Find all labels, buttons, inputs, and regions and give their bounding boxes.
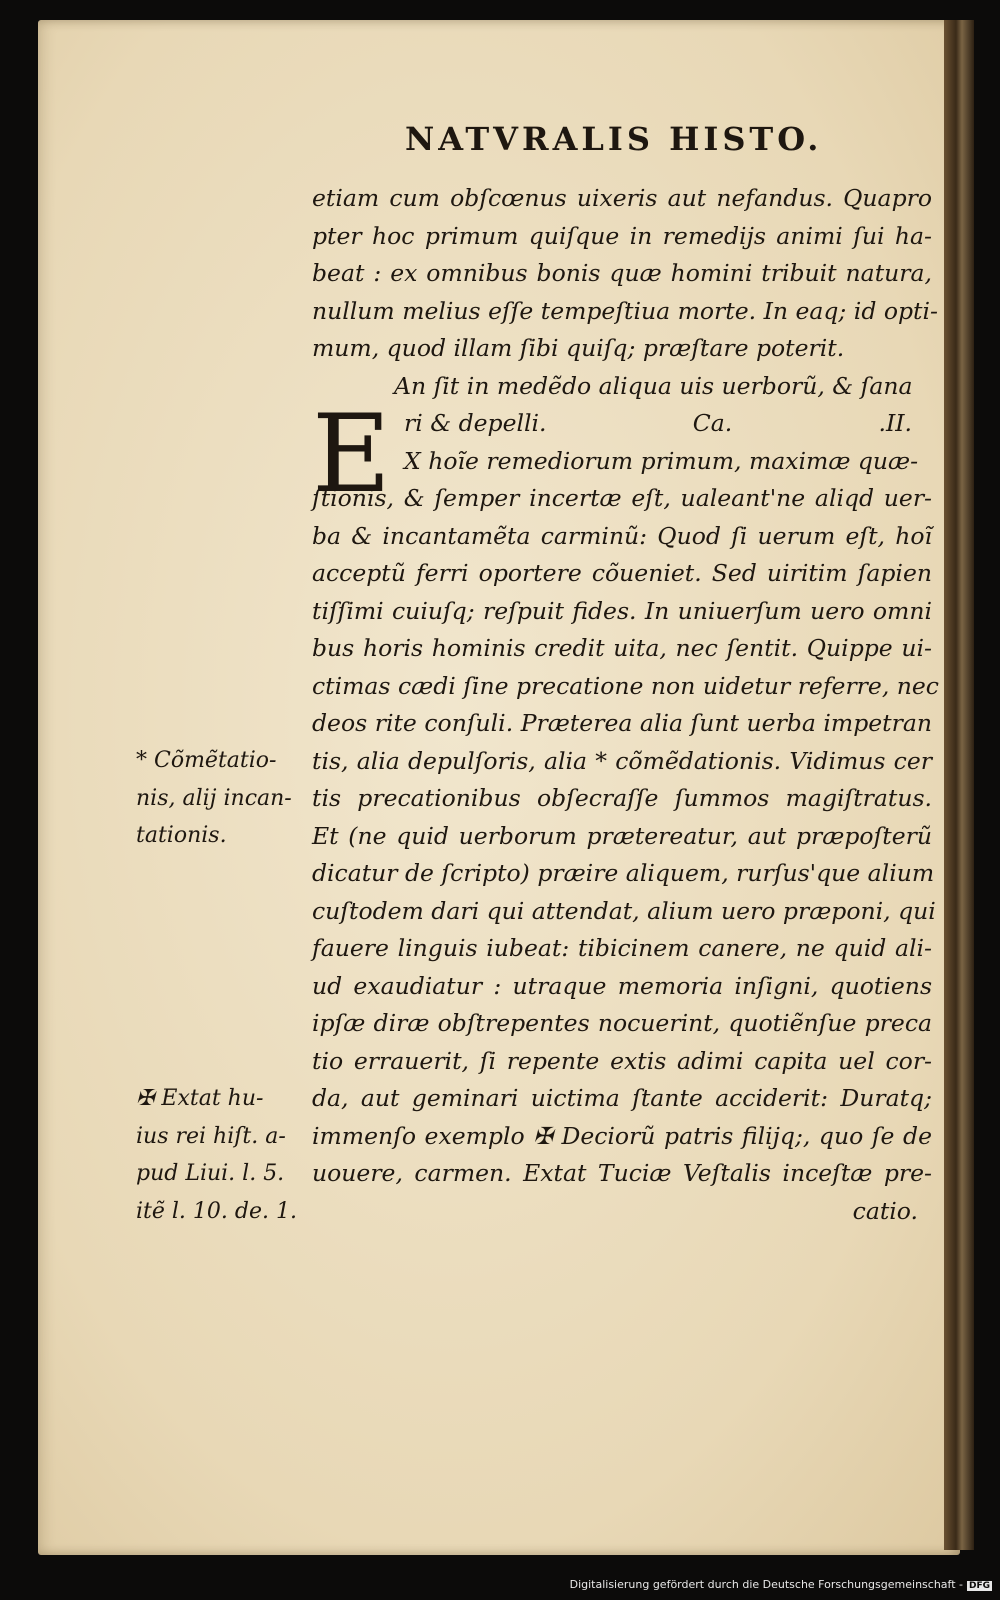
text-line: ba & incantamẽta carminũ: Quod ſi uerum eſt, hoĩ bbox=[312, 521, 932, 550]
text-line: cuſtodem dari qui attendat, alium uero præponi, qui bbox=[312, 896, 936, 925]
footer-credit-text: Digitalisierung gefördert durch die Deutsche Forschungsgemeinschaft - bbox=[569, 1578, 963, 1591]
chapter-heading-text: ri & depelli. bbox=[404, 409, 547, 437]
page-edge bbox=[944, 20, 974, 1550]
marginal-note-2 bbox=[136, 1080, 306, 1230]
text-line: immenſo exemplo ✠ Deciorũ patris filijq;, quo ſe de bbox=[312, 1121, 932, 1150]
drop-cap-initial: E bbox=[312, 392, 391, 517]
text-line: dicatur de ſcripto) præire aliquem, rurſus'que alium bbox=[312, 859, 935, 887]
text-line: acceptũ ferri oportere cõueniet. Sed uiritim ſapien bbox=[312, 559, 932, 587]
chapter-heading-line-1: An ſit in medẽdo aliqua uis uerborũ, & ſana bbox=[394, 371, 913, 400]
marginal-line: ✠ Extat hu- bbox=[136, 1086, 264, 1111]
text-line: X hoĩe remediorum primum, maximæ quæ- bbox=[404, 446, 919, 475]
text-line: deos rite conſuli. Præterea alia ſunt uerba impetran bbox=[312, 709, 932, 737]
text-line: beat : ex omnibus bonis quæ homini tribuit natura, bbox=[312, 259, 932, 287]
marginal-line: * Cõmẽtatio- bbox=[136, 748, 277, 773]
text-line: uouere, carmen. Extat Tuciæ Veſtalis inceſtæ pre- bbox=[312, 1159, 932, 1187]
footer-credit bbox=[570, 1578, 992, 1591]
text-line: pter hoc primum quiſque in remedijs animi ſui ha- bbox=[312, 221, 932, 250]
text-line: etiam cum obſcœnus uixeris aut nefandus. Quapro bbox=[312, 184, 932, 212]
text-line: fauere linguis iubeat: tibicinem canere, ne quid ali- bbox=[312, 934, 932, 962]
text-line-catchword: catio. bbox=[852, 1196, 918, 1225]
chapter-label: Ca. bbox=[692, 409, 733, 437]
dfg-logo: DFG bbox=[968, 1581, 990, 1591]
chapter-number: .II. bbox=[878, 409, 912, 437]
text-line: da, aut geminari uictima ſtante acciderit: Duratq; bbox=[312, 1084, 932, 1112]
text-line: ipſæ diræ obſtrepentes nocuerint, quotiẽnſue preca bbox=[312, 1009, 932, 1037]
text-line: mum, quod illam ſibi quiſq; præſtare poterit. bbox=[312, 334, 845, 362]
text-line: Et (ne quid uerborum prætereatur, aut præpoſterũ bbox=[312, 821, 932, 850]
marginal-note-1 bbox=[136, 742, 306, 855]
text-line: ud exaudiatur : utraque memoria inſigni, quotiens bbox=[312, 971, 932, 1000]
marginal-line: ius rei hiſt. a- bbox=[136, 1123, 286, 1149]
text-line: nullum melius eſſe tempeſtiua morte. In eaq; id opti- bbox=[312, 296, 938, 325]
running-head: NATVRALIS HISTO. bbox=[405, 120, 823, 158]
text-line: bus horis hominis credit uita, nec ſentit. Quippe ui- bbox=[312, 634, 932, 662]
text-line: tis, alia depulſoris, alia * cõmẽdationis. Vidimus cer bbox=[312, 746, 932, 775]
marginal-line: itẽ l. 10. de. 1. bbox=[136, 1198, 297, 1224]
marginal-line: pud Liui. l. 5. bbox=[136, 1161, 285, 1186]
text-line: tio errauerit, ſi repente extis adimi capita uel cor- bbox=[312, 1046, 932, 1075]
main-text-block bbox=[312, 180, 939, 1230]
chapter-heading-line-2 bbox=[312, 405, 932, 443]
text-line: tis precationibus obſecraſſe ſummos magiſtratus. bbox=[312, 784, 932, 812]
text-line: ſtionis, & ſemper incertæ eſt, ualeant'ne aliqd uer- bbox=[312, 484, 932, 512]
text-line: ctimas cædi ſine precatione non uidetur referre, nec bbox=[312, 671, 939, 700]
text-line: tiſſimi cuiuſq; reſpuit fides. In uniuerſum uero omni bbox=[312, 596, 932, 625]
marginal-line: nis, alij incan- bbox=[136, 785, 292, 811]
marginal-line: tationis. bbox=[136, 823, 227, 848]
